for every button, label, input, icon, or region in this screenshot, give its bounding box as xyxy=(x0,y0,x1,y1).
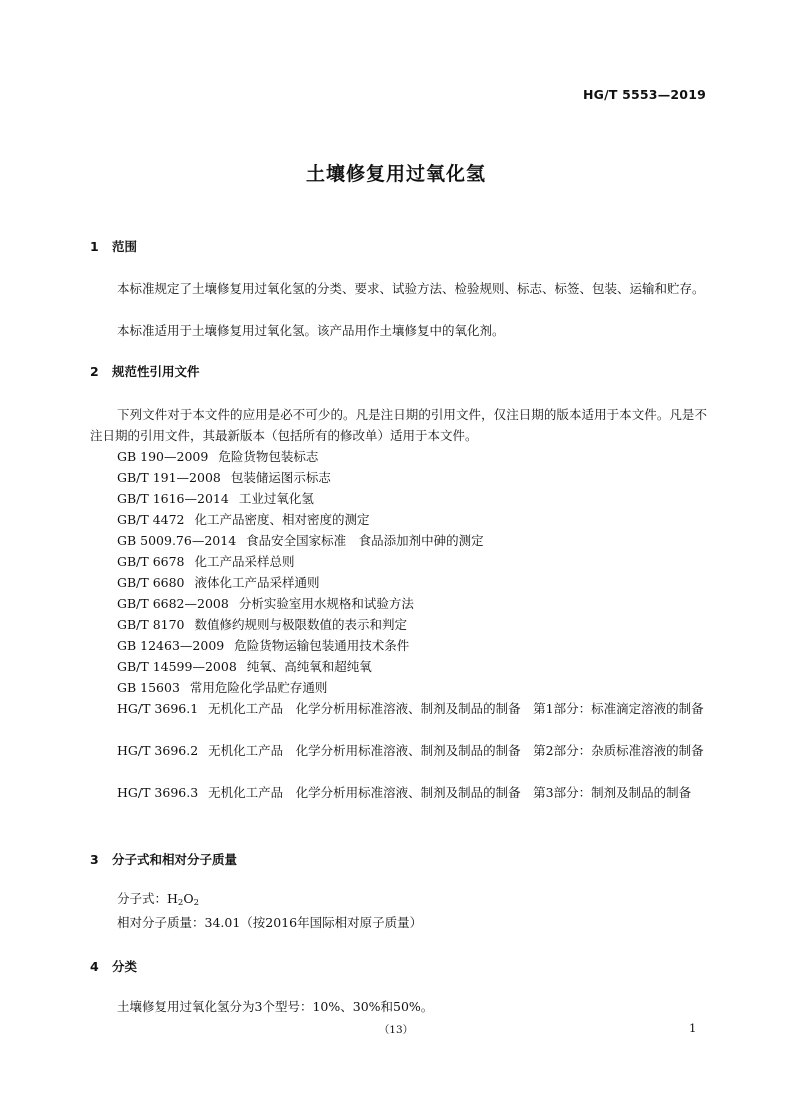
section-title: 分类 xyxy=(112,959,138,974)
molecular-formula: 分子式：$H_2O_2$ xyxy=(117,891,200,908)
reference-title: 无机化工产品 化学分析用标准溶液、制剂及制品的制备 第3部分：制剂及制品的制备 xyxy=(208,785,692,800)
reference-item xyxy=(90,782,707,803)
reference-code: HG/T 3696.1 xyxy=(117,701,199,716)
reference-title: 危险货物包装标志 xyxy=(218,449,319,464)
reference-code: GB/T 1616—2014 xyxy=(117,491,229,506)
reference-code: GB/T 6682—2008 xyxy=(117,596,229,611)
reference-code: HG/T 3696.2 xyxy=(117,743,199,758)
section-3-heading xyxy=(90,850,237,868)
reference-title: 危险货物运输包装通用技术条件 xyxy=(234,638,410,653)
reference-title: 纯氧、高纯氧和超纯氧 xyxy=(246,659,372,674)
reference-code: HG/T 3696.3 xyxy=(117,785,199,800)
reference-item xyxy=(117,488,707,509)
section-1-paragraph-2: 本标准适用于土壤修复用过氧化氢。该产品用作土壤修复中的氧化剂。 xyxy=(117,323,505,338)
reference-item xyxy=(90,740,707,761)
reference-title: 化工产品密度、相对密度的测定 xyxy=(194,512,370,527)
reference-code: GB 12463—2009 xyxy=(117,638,225,653)
reference-code: GB/T 6678 xyxy=(117,554,185,569)
reference-title: 常用危险化学品贮存通则 xyxy=(189,680,328,695)
reference-item xyxy=(117,677,707,698)
section-2-intro: 下列文件对于本文件的应用是必不可少的。凡是注日期的引用文件，仅注日期的版本适用于本文件。凡是不注日期的引用文件，其最新版本（包括所有的修改单）适用于本文件。 xyxy=(90,407,707,443)
reference-item xyxy=(117,530,707,551)
molecular-mass: 相对分子质量：34.01（按2016年国际相对原子质量） xyxy=(117,915,423,930)
section-title: 规范性引用文件 xyxy=(112,364,200,379)
section-number: 2 xyxy=(90,364,99,379)
section-4-heading xyxy=(90,957,137,975)
reference-code: GB 190—2009 xyxy=(117,449,209,464)
reference-title: 无机化工产品 化学分析用标准溶液、制剂及制品的制备 第2部分：杂质标准溶液的制备 xyxy=(208,743,704,758)
reference-item xyxy=(117,467,707,488)
reference-code: GB/T 6680 xyxy=(117,575,185,590)
section-title: 范围 xyxy=(112,239,138,254)
section-title: 分子式和相对分子质量 xyxy=(112,852,238,867)
reference-item xyxy=(117,593,707,614)
standard-code: HG/T 5553—2019 xyxy=(582,87,706,102)
reference-item xyxy=(117,446,707,467)
reference-code: GB/T 4472 xyxy=(117,512,185,527)
reference-item xyxy=(117,572,707,593)
reference-title: 液体化工产品采样通则 xyxy=(194,575,320,590)
reference-title: 食品安全国家标准 食品添加剂中砷的测定 xyxy=(246,533,484,548)
page-label: （13） xyxy=(378,1024,414,1036)
reference-code: GB 5009.76—2014 xyxy=(117,533,237,548)
reference-item xyxy=(90,698,707,719)
reference-title: 数值修约规则与极限数值的表示和判定 xyxy=(194,617,408,632)
page-number: 1 xyxy=(689,1021,697,1035)
reference-title: 无机化工产品 化学分析用标准溶液、制剂及制品的制备 第1部分：标准滴定溶液的制备 xyxy=(208,701,704,716)
section-number: 1 xyxy=(90,239,99,254)
document-title: 土壤修复用过氧化氢 xyxy=(305,163,486,185)
section-number: 4 xyxy=(90,959,99,974)
reference-code: GB/T 191—2008 xyxy=(117,470,221,485)
section-1-heading xyxy=(90,237,137,255)
reference-item xyxy=(117,635,707,656)
reference-code: GB/T 8170 xyxy=(117,617,185,632)
section-1-paragraph-1: 本标准规定了土壤修复用过氧化氢的分类、要求、试验方法、检验规则、标志、标签、包装、运输和贮存。 xyxy=(117,281,705,296)
reference-item xyxy=(117,614,707,635)
reference-code: GB/T 14599—2008 xyxy=(117,659,237,674)
reference-title: 包装储运图示标志 xyxy=(230,470,331,485)
reference-title: 化工产品采样总则 xyxy=(194,554,295,569)
reference-title: 工业过氧化氢 xyxy=(238,491,314,506)
reference-item xyxy=(117,551,707,572)
formula-label: 分子式： xyxy=(117,891,168,906)
reference-code: GB 15603 xyxy=(117,680,180,695)
section-number: 3 xyxy=(90,852,99,867)
section-2-heading xyxy=(90,362,200,380)
reference-item xyxy=(117,509,707,530)
classification-text: 土壤修复用过氧化氢分为3个型号：10%、30%和50%。 xyxy=(117,999,434,1014)
reference-title: 分析实验室用水规格和试验方法 xyxy=(238,596,414,611)
reference-item xyxy=(117,656,707,677)
